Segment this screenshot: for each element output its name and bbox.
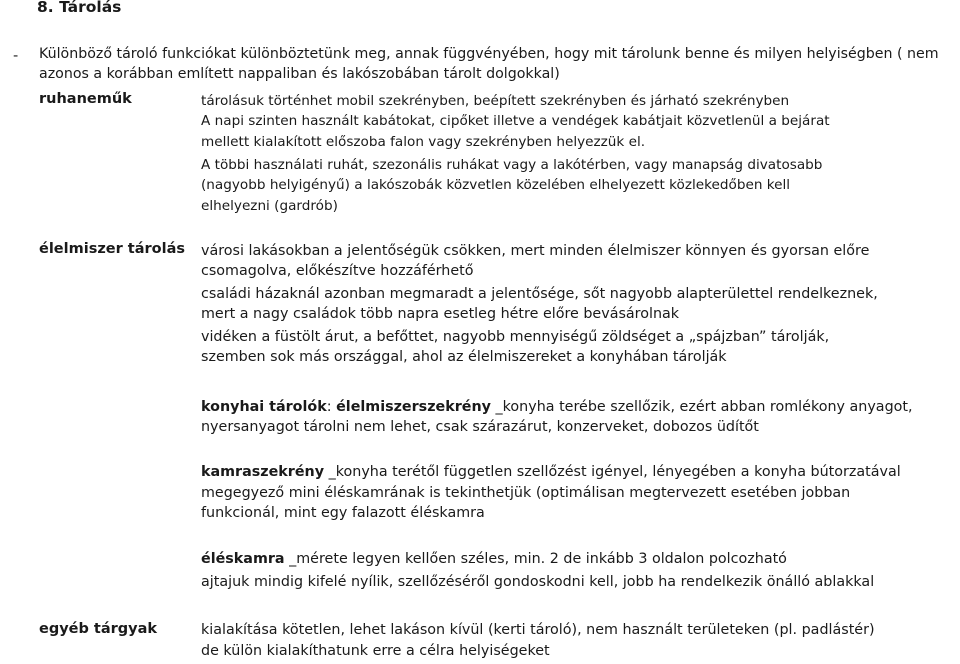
- kamra-term: kamraszekrény: [201, 464, 325, 480]
- intro-paragraph: Különböző tároló funkciókat különböztetünk meg, annak függvényében, hogy mit tárolunk benne és milyen helyiségben ( nem azonos a korábban említett nappaliban és lakószobában tárolt dolgokkal): [39, 46, 939, 82]
- label-ruhanemuk: ruhaneműk: [39, 91, 132, 107]
- elelmiszer-line: családi házaknál azonban megmaradt a jelentősége, sőt nagyobb alapterülettel rendelkeznek,: [201, 286, 878, 302]
- elelmiszerszekreny-term: élelmiszerszekrény: [336, 399, 491, 415]
- konyhai-line-2: nyersanyagot tárolni nem lehet, csak szárazárut, konzerveket, dobozos üdítőt: [201, 419, 759, 435]
- ruhanemuk-line: elhelyezni (gardrób): [201, 198, 338, 214]
- ruhanemuk-line: A többi használati ruhát, szezonális ruhákat vagy a lakótérben, vagy manapság divatosabb: [201, 157, 823, 173]
- konyhai-term: konyhai tárolók: [201, 399, 327, 415]
- egyeb-line: kialakítása kötetlen, lehet lakáson kívül (kerti tároló), nem használt területeken (pl. padlástér): [201, 622, 875, 638]
- kamra-line-2: megegyező mini éléskamrának is tekinthetjük (optimálisan megtervezett esetében jobban: [201, 485, 851, 501]
- kamra-line: [201, 464, 901, 480]
- elelmiszer-line: városi lakásokban a jelentőségük csökken, mert minden élelmiszer könnyen és gyorsan előre: [201, 243, 870, 259]
- eleskamra-line-2: ajtajuk mindig kifelé nyílik, szellőzéséről gondoskodni kell, jobb ha rendelkezik önálló ablakkal: [201, 574, 875, 590]
- section-heading: 8. Tárolás: [37, 0, 122, 16]
- ruhanemuk-line: mellett kialakított előszoba falon vagy szekrényben helyezzük el.: [201, 134, 646, 150]
- eleskamra-term: éléskamra: [201, 551, 285, 567]
- eleskamra-text: _mérete legyen kellően széles, min. 2 de inkább 3 oldalon polcozható: [284, 551, 787, 567]
- elelmiszer-line: vidéken a füstölt árut, a befőttet, nagyobb mennyiségű zöldséget a „spájzban” tárolják,: [201, 329, 830, 345]
- kamra-line-3: funkcionál, mint egy falazott éléskamra: [201, 505, 485, 521]
- ruhanemuk-line: (nagyobb helyigényű) a lakószobák közvetlen közelében elhelyezett közlekedőben kell: [201, 177, 791, 193]
- ruhanemuk-line: A napi szinten használt kabátokat, cipőket illetve a vendégek kabátjait közvetlenül a bejárat: [201, 113, 830, 129]
- intro-bullet: -: [13, 48, 19, 64]
- ruhanemuk-line: tárolásuk történhet mobil szekrényben, beépített szekrényben és járható szekrényben: [201, 93, 790, 109]
- elelmiszer-line: csomagolva, előkészítve hozzáférhető: [201, 263, 474, 279]
- egyeb-line: de külön kialakíthatunk erre a célra helyiségeket: [201, 643, 550, 659]
- label-elelmiszer: élelmiszer tárolás: [39, 241, 186, 257]
- elelmiszer-line: szemben sok más országgal, ahol az élelmiszereket a konyhában tárolják: [201, 349, 727, 365]
- konyhai-line: [201, 399, 913, 415]
- konyhai-separator: :: [326, 399, 337, 415]
- elelmiszer-line: mert a nagy családok több napra esetleg hétre előre bevásárolnak: [201, 306, 680, 322]
- eleskamra-line: [201, 551, 787, 567]
- konyhai-text: _konyha terébe szellőzik, ezért abban romlékony anyagot,: [490, 399, 913, 415]
- kamra-text: _konyha terétől független szellőzést igényel, lényegében a konyha bútorzatával: [324, 464, 901, 480]
- label-egyeb: egyéb tárgyak: [39, 621, 158, 637]
